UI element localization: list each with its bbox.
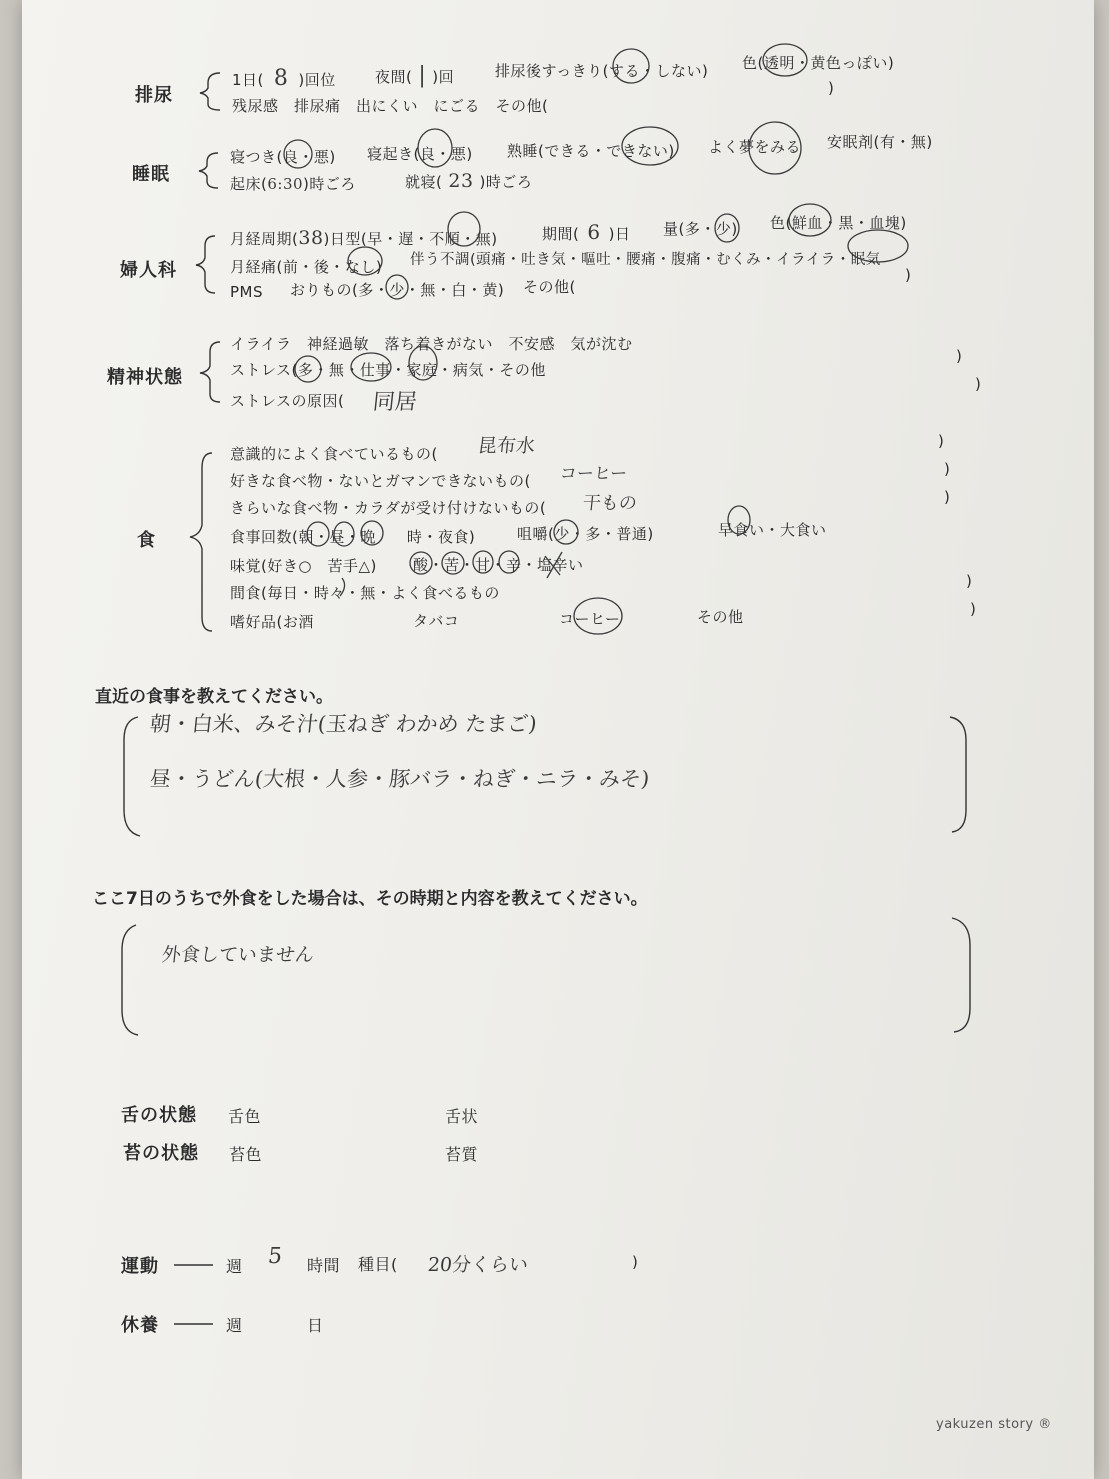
coating-quality-label: 苔質: [445, 1145, 479, 1164]
cycle-type-options: )日型(早・遅・不順・無): [323, 230, 498, 248]
favorite-close-paren: ): [944, 460, 950, 478]
urination-times-open: 1日(: [232, 71, 264, 89]
urination-times-value: 8: [273, 66, 289, 91]
taste-label: 味覚(好き○ 苦手△): [230, 557, 377, 575]
recent-meals-heading: 直近の食事を教えてください。: [95, 687, 333, 707]
exercise-week-label: 週: [226, 1257, 243, 1276]
tongue-shape-label: 舌状: [445, 1107, 479, 1126]
period-close: )日: [608, 225, 631, 243]
urination-after-option: 排尿後すっきり(する・しない): [495, 62, 709, 80]
favorite-food-label: 好きな食べ物・ないとガマンできないもの(: [230, 472, 531, 490]
tongue-label: 舌の状態: [121, 1105, 197, 1126]
stress-option: ストレス(多・無・仕事・家庭・病気・その他: [230, 361, 546, 379]
favorite-food-value: コーヒー: [558, 464, 629, 484]
mental-symptoms: イライラ 神経過敏 落ち着きがない 不安感 気が沈む: [230, 335, 633, 353]
urination-symptoms: 残尿感 排尿痛 出にくい にごる その他(: [232, 97, 549, 115]
night-count-value: |: [418, 63, 427, 88]
pref-close-paren: ): [970, 600, 976, 618]
gyn-label: 婦人科: [120, 260, 177, 281]
consciously-eaten-value: 昆布水: [476, 435, 537, 457]
snack-option: 間食(毎日・時々・無・よく食べるもの: [230, 584, 500, 602]
bed-time-field: [405, 170, 532, 192]
urination-night-label: [375, 63, 454, 88]
food-label: 食: [137, 530, 156, 551]
rise-close: )時ごろ: [303, 175, 356, 193]
flow-color-option: 色(鮮血・黒・血塊): [770, 214, 907, 232]
exercise-kind-label: 種目(: [358, 1255, 398, 1274]
rise-open: 起床(: [230, 175, 268, 193]
cycle-days-value: 38: [298, 227, 324, 249]
exercise-hours-label: 時間: [307, 1256, 341, 1275]
sleep-pills-option: 安眠剤(有・無): [827, 133, 933, 151]
stress-cause-value: 同居: [371, 390, 419, 415]
taste-options: 酸・苦・甘・辛・塩辛い: [413, 556, 584, 574]
urination-times-label: [232, 66, 336, 91]
tongue-color-label: 舌色: [228, 1107, 262, 1126]
urination-close-paren: ): [828, 79, 834, 97]
exercise-kind-value: 20分くらい: [426, 1254, 530, 1276]
bed-close: )時ごろ: [479, 173, 533, 191]
night-close: )回: [432, 68, 455, 86]
discharge-option: おりもの(多・少・無・白・黄): [290, 281, 505, 299]
flow-amount-option: 量(多・少): [663, 220, 738, 238]
accompanying-symptoms: 伴う不調(頭痛・吐き気・嘔吐・腰痛・腹痛・むくみ・イライラ・眠気: [410, 252, 881, 268]
urination-color-option: 色(透明・黄色っぽい): [742, 54, 895, 72]
dislike-close-paren: ): [944, 488, 950, 506]
stress-cause-label: ストレスの原因(: [230, 392, 345, 410]
breakfast-entry: 朝・白米、みそ汁(玉ねぎ わかめ たまご): [148, 712, 538, 736]
coffee-option: コーヒー: [559, 610, 621, 628]
rise-time-field: [230, 173, 356, 194]
rise-time-value: 6:30: [267, 175, 304, 193]
preferences-label: 嗜好品(お酒: [230, 613, 314, 631]
rest-week-label: 週: [226, 1316, 243, 1335]
eating-out-answer: 外食していません: [160, 944, 316, 966]
sleep-deep-option: 熟睡(できる・できない): [507, 142, 675, 160]
tobacco-option: タバコ: [413, 612, 460, 630]
eating-out-heading: ここ7日のうちで外食をした場合は、その時期と内容を教えてください。: [92, 889, 648, 909]
brand-watermark: yakuzen story ®: [936, 1417, 1052, 1432]
period-open: 期間(: [542, 225, 580, 243]
disliked-food-label: きらいな食べ物・カラダが受け付けないもの(: [230, 499, 547, 517]
symptoms-close-paren: ): [905, 266, 911, 284]
bed-time-value: 23: [448, 170, 474, 192]
gyn-other-field: その他(: [523, 278, 576, 296]
period-field: [542, 220, 630, 244]
rest-label: 休養: [121, 1315, 159, 1336]
cycle-field: [230, 227, 498, 249]
pref-other-option: その他: [697, 608, 744, 626]
urination-label: 排尿: [135, 85, 173, 106]
disliked-food-value: 干もの: [581, 493, 638, 514]
snack-close-paren: ): [966, 572, 972, 590]
pms-label: PMS: [230, 283, 264, 301]
bed-open: 就寝(: [405, 173, 443, 191]
menstrual-pain-option: 月経痛(前・後・なし): [230, 258, 383, 276]
urination-times-close: )回位: [298, 71, 336, 89]
consciously-close-paren: ): [938, 432, 944, 450]
exercise-hours-value: 5: [266, 1244, 284, 1269]
sleep-waking-option: 寝起き(良・悪): [367, 145, 473, 163]
cycle-open: 月経周期(: [230, 230, 299, 248]
mental-label: 精神状態: [107, 367, 183, 388]
night-open: 夜間(: [375, 68, 413, 86]
chewing-option: 咀嚼(少・多・普通): [517, 525, 654, 543]
exercise-label: 運動: [121, 1256, 159, 1277]
consciously-eaten-label: 意識的によく食べているもの(: [230, 445, 438, 463]
sleep-label: 睡眠: [132, 164, 170, 185]
eating-speed-option: 早食い・大食い: [718, 521, 827, 539]
coating-color-label: 苔色: [229, 1145, 263, 1164]
meal-count-option: 食事回数(朝・昼・晩 時・夜食): [230, 528, 476, 546]
stress-cause-close-paren: ): [975, 375, 981, 393]
lunch-entry: 昼・うどん(大根・人参・豚バラ・ねぎ・ニラ・みそ): [148, 767, 651, 791]
rest-day-label: 日: [307, 1316, 324, 1335]
sleep-onset-option: 寝つき(良・悪): [230, 148, 336, 166]
period-days-value: 6: [587, 220, 601, 244]
exercise-close-paren: ): [632, 1253, 638, 1271]
coating-label: 苔の状態: [123, 1143, 199, 1164]
stress-close-paren: ): [956, 347, 962, 365]
sleep-dreams-option: よく夢をみる: [708, 138, 802, 156]
